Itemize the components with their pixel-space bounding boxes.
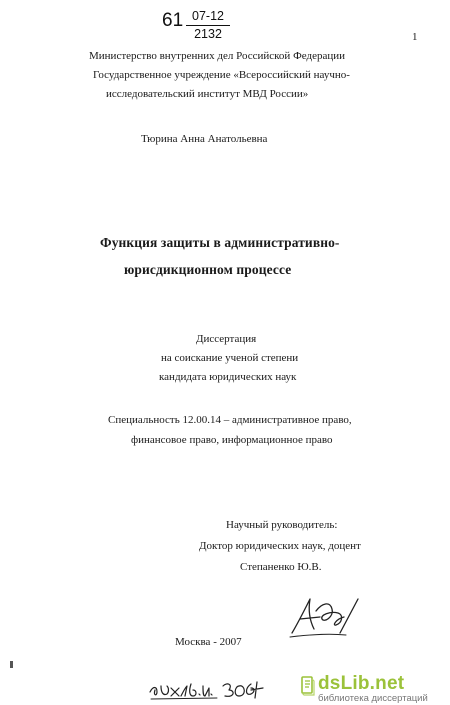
org-line-institute-name: исследовательский институт МВД России» bbox=[106, 88, 309, 100]
supervisor-name: Степаненко Ю.В. bbox=[240, 561, 322, 573]
page-number: 1 bbox=[412, 31, 418, 43]
stamp-bottom-number: 2132 bbox=[194, 27, 222, 41]
city-year: Москва - 2007 bbox=[175, 636, 242, 648]
book-icon bbox=[300, 675, 316, 697]
title-line-2: юрисдикционном процессе bbox=[124, 262, 292, 277]
watermark-subtitle: библиотека диссертаций bbox=[318, 693, 428, 704]
org-line-ministry: Министерство внутренних дел Российской Федерации bbox=[89, 50, 346, 62]
handwritten-note bbox=[147, 676, 267, 702]
title-line-1: Функция защиты в административно- bbox=[100, 235, 340, 250]
supervisor-signature bbox=[286, 593, 362, 641]
stamp-top-number: 07-12 bbox=[186, 9, 230, 26]
supervisor-degree: Доктор юридических наук, доцент bbox=[199, 540, 361, 552]
supervisor-label: Научный руководитель: bbox=[226, 519, 338, 531]
watermark-logo: dsLib.net bbox=[318, 673, 405, 694]
degree-name: кандидата юридических наук bbox=[159, 371, 297, 383]
degree-purpose: на соискание ученой степени bbox=[161, 352, 299, 364]
margin-mark bbox=[10, 661, 13, 668]
author-name: Тюрина Анна Анатольевна bbox=[141, 133, 268, 145]
org-line-institution: Государственное учреждение «Всероссийский научно- bbox=[93, 69, 350, 81]
specialty-line-2: финансовое право, информационное право bbox=[131, 434, 333, 446]
specialty-line-1: Специальность 12.00.14 – административное право, bbox=[108, 414, 352, 426]
dslib-watermark bbox=[300, 672, 448, 704]
dissertation-label: Диссертация bbox=[196, 333, 257, 345]
stamp-prefix: 61 bbox=[162, 10, 184, 31]
stamp-fraction bbox=[186, 9, 230, 42]
